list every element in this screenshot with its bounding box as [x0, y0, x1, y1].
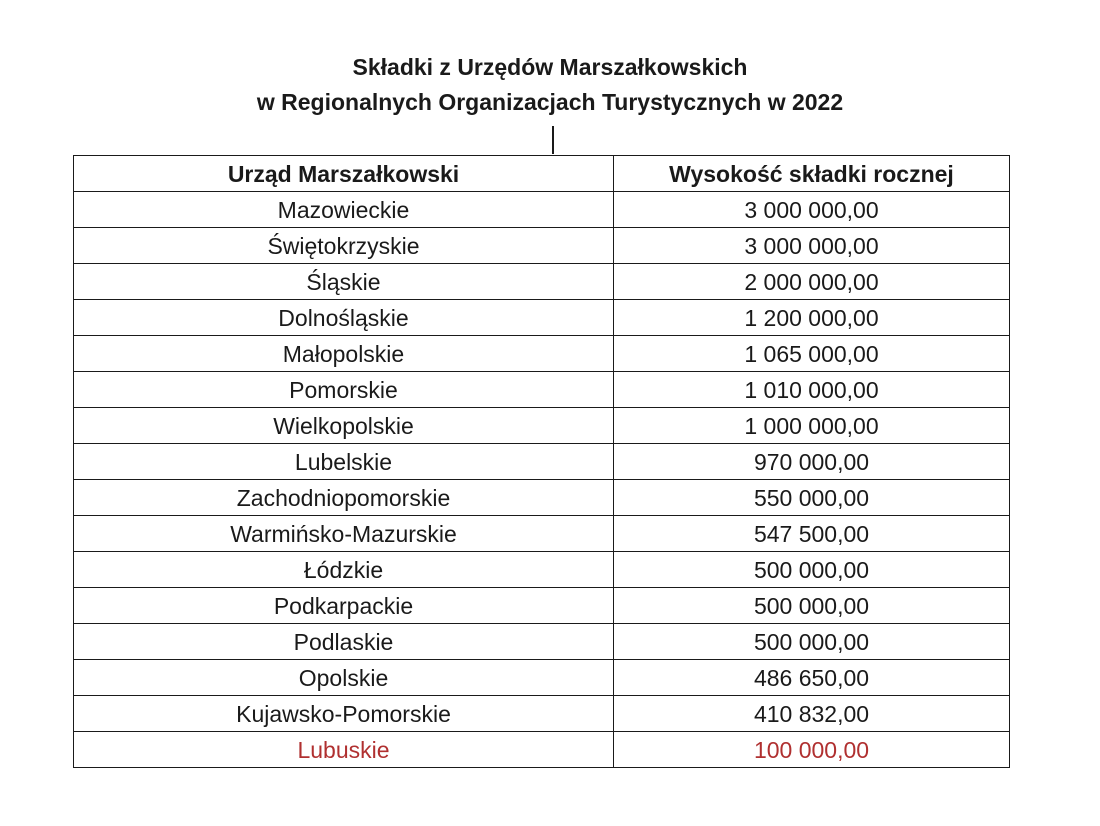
annual-fee-cell: 2 000 000,00: [614, 264, 1010, 300]
annual-fee-cell: 500 000,00: [614, 588, 1010, 624]
table-row: [74, 444, 1010, 480]
column-header-office: Urząd Marszałkowski: [74, 156, 614, 192]
annual-fee-cell: 100 000,00: [614, 732, 1010, 768]
office-name-cell: Pomorskie: [74, 372, 614, 408]
fees-table: [73, 155, 1010, 768]
annual-fee-cell: 550 000,00: [614, 480, 1010, 516]
table-row: [74, 480, 1010, 516]
annual-fee-cell: 970 000,00: [614, 444, 1010, 480]
office-name-cell: Łódzkie: [74, 552, 614, 588]
office-name-cell: Podlaskie: [74, 624, 614, 660]
office-name-cell: Wielkopolskie: [74, 408, 614, 444]
annual-fee-cell: 410 832,00: [614, 696, 1010, 732]
annual-fee-cell: 1 200 000,00: [614, 300, 1010, 336]
table-row: [74, 552, 1010, 588]
page-title: Składki z Urzędów Marszałkowskich: [352, 54, 748, 80]
annual-fee-cell: 486 650,00: [614, 660, 1010, 696]
table-row: [74, 516, 1010, 552]
table-header-row: [74, 156, 1010, 192]
office-name-cell: Kujawsko-Pomorskie: [74, 696, 614, 732]
table-row: [74, 696, 1010, 732]
office-name-cell: Małopolskie: [74, 336, 614, 372]
table-row: [74, 336, 1010, 372]
office-name-cell: Śląskie: [74, 264, 614, 300]
office-name-cell: Zachodniopomorskie: [74, 480, 614, 516]
table-row: [74, 264, 1010, 300]
text-cursor: [552, 126, 554, 154]
annual-fee-cell: 547 500,00: [614, 516, 1010, 552]
table-row: [74, 588, 1010, 624]
office-name-cell: Warmińsko-Mazurskie: [74, 516, 614, 552]
page-subtitle: w Regionalnych Organizacjach Turystycznych w 2022: [256, 89, 844, 115]
office-name-cell: Lubelskie: [74, 444, 614, 480]
office-name-cell: Podkarpackie: [74, 588, 614, 624]
annual-fee-cell: 3 000 000,00: [614, 192, 1010, 228]
annual-fee-cell: 3 000 000,00: [614, 228, 1010, 264]
table-row: [74, 408, 1010, 444]
table-row: [74, 372, 1010, 408]
office-name-cell: Lubuskie: [74, 732, 614, 768]
office-name-cell: Świętokrzyskie: [74, 228, 614, 264]
table-row: [74, 624, 1010, 660]
office-name-cell: Mazowieckie: [74, 192, 614, 228]
annual-fee-cell: 1 010 000,00: [614, 372, 1010, 408]
office-name-cell: Opolskie: [74, 660, 614, 696]
table-row-highlighted: [74, 732, 1010, 768]
annual-fee-cell: 1 065 000,00: [614, 336, 1010, 372]
table-row: [74, 228, 1010, 264]
annual-fee-cell: 500 000,00: [614, 552, 1010, 588]
table-row: [74, 300, 1010, 336]
table-row: [74, 192, 1010, 228]
office-name-cell: Dolnośląskie: [74, 300, 614, 336]
column-header-annual-fee: Wysokość składki rocznej: [614, 156, 1010, 192]
annual-fee-cell: 500 000,00: [614, 624, 1010, 660]
annual-fee-cell: 1 000 000,00: [614, 408, 1010, 444]
table-row: [74, 660, 1010, 696]
